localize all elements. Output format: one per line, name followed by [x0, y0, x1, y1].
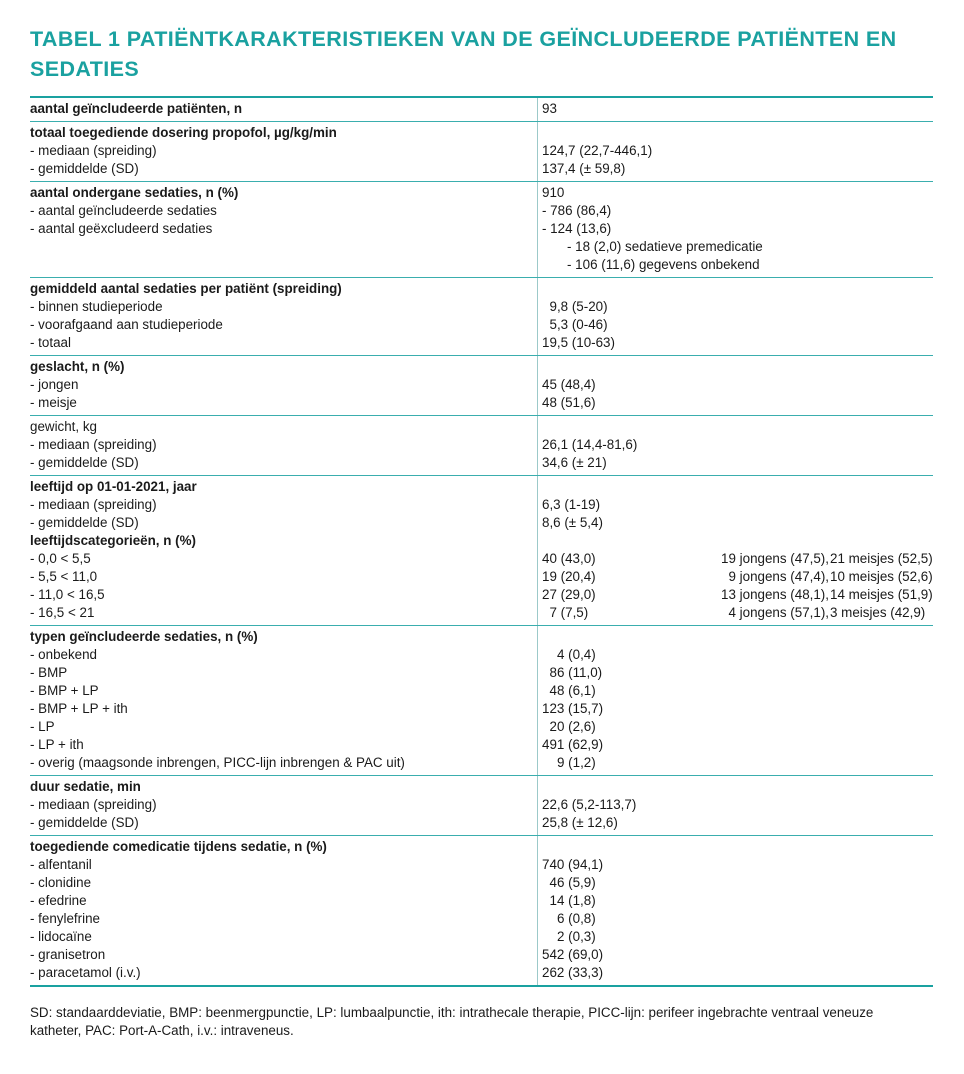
row-label: - clonidine [30, 875, 92, 890]
row-value: 27 (29,0) [542, 587, 596, 602]
row-value: 124,7 (22,7-446,1) [542, 143, 653, 158]
row-label: - gemiddelde (SD) [30, 455, 139, 470]
row-value: 9 (1,2) [557, 755, 596, 770]
table-row [30, 646, 933, 664]
row-label: - granisetron [30, 947, 106, 962]
table-row [30, 316, 933, 334]
row-label: - gemiddelde (SD) [30, 161, 139, 176]
row-label: - gemiddelde (SD) [30, 815, 139, 830]
table-row [30, 418, 933, 436]
row-label: - 0,0 < 5,5 [30, 551, 91, 566]
table-row [30, 202, 933, 220]
table-row [30, 814, 933, 832]
row-value: 26,1 (14,4-81,6) [542, 437, 638, 452]
table-section [30, 626, 933, 776]
row-label: - meisje [30, 395, 77, 410]
row-label: - BMP + LP + ith [30, 701, 128, 716]
row-label: - mediaan (spreiding) [30, 143, 157, 158]
table-row [30, 604, 933, 622]
table-row [30, 736, 933, 754]
row-subdetail: - 106 (11,6) gegevens onbekend [567, 257, 760, 272]
table-row [30, 664, 933, 682]
row-value: 86 (11,0) [549, 665, 603, 680]
row-label: gewicht, kg [30, 419, 97, 434]
row-subdetail: - 18 (2,0) sedatieve premedicatie [567, 239, 763, 254]
row-label: - efedrine [30, 893, 87, 908]
row-label: - totaal [30, 335, 71, 350]
table-row [30, 550, 933, 568]
table-row [30, 718, 933, 736]
table-row [30, 628, 933, 646]
row-value: 34,6 (± 21) [542, 455, 607, 470]
table-row [30, 238, 933, 256]
table-row [30, 514, 933, 532]
row-value: 542 (69,0) [542, 947, 604, 962]
row-label: aantal ondergane sedaties, n (%) [30, 185, 239, 200]
table-row [30, 394, 933, 412]
table-section [30, 776, 933, 836]
row-value: 123 (15,7) [542, 701, 604, 716]
row-value: 4 (0,4) [557, 647, 596, 662]
row-value: 93 [542, 101, 557, 116]
row-label: - 16,5 < 21 [30, 605, 95, 620]
row-value: 25,8 (± 12,6) [542, 815, 618, 830]
row-label: - BMP [30, 665, 68, 680]
table-row [30, 376, 933, 394]
row-value: 137,4 (± 59,8) [542, 161, 626, 176]
row-label: - mediaan (spreiding) [30, 437, 157, 452]
table-row [30, 910, 933, 928]
row-label: - onbekend [30, 647, 98, 662]
row-value: 5,3 (0-46) [549, 317, 608, 332]
table-row [30, 436, 933, 454]
row-value: 40 (43,0) [542, 551, 596, 566]
girls-count: 14 meisjes (51,9) [830, 587, 933, 602]
table-section [30, 98, 933, 122]
table-row [30, 928, 933, 946]
row-value: 7 (7,5) [549, 605, 589, 620]
row-value: - 124 (13,6) [542, 221, 612, 236]
row-label: leeftijd op 01-01-2021, jaar [30, 479, 197, 494]
table-row [30, 838, 933, 856]
row-label: - jongen [30, 377, 79, 392]
table-section [30, 416, 933, 476]
table-row [30, 334, 933, 352]
girls-count: 10 meisjes (52,6) [830, 569, 933, 584]
row-label: - aantal geëxcludeerd sedaties [30, 221, 213, 236]
row-value: 8,6 (± 5,4) [542, 515, 603, 530]
row-label: - overig (maagsonde inbrengen, PICC-lijn inbrengen & PAC uit) [30, 755, 405, 770]
row-value: 48 (6,1) [549, 683, 596, 698]
table-row [30, 856, 933, 874]
table-row [30, 454, 933, 472]
table-row [30, 142, 933, 160]
row-label: - aantal geïncludeerde sedaties [30, 203, 217, 218]
boys-count: 19 jongens (47,5), [721, 551, 829, 566]
table-row [30, 160, 933, 178]
table-row [30, 586, 933, 604]
row-value: 2 (0,3) [557, 929, 596, 944]
row-value: 46 (5,9) [549, 875, 596, 890]
table-section [30, 278, 933, 356]
row-value: 6,3 (1-19) [542, 497, 601, 512]
table-row [30, 256, 933, 274]
row-value: 20 (2,6) [549, 719, 596, 734]
table-row [30, 298, 933, 316]
boys-count: 4 jongens (57,1), [728, 605, 829, 620]
table-row [30, 496, 933, 514]
table-row [30, 778, 933, 796]
row-value: 9,8 (5-20) [549, 299, 608, 314]
row-value: 22,6 (5,2-113,7) [542, 797, 637, 812]
row-label: - 5,5 < 11,0 [30, 569, 98, 584]
row-label: toegediende comedicatie tijdens sedatie, n (%) [30, 839, 327, 854]
girls-count: 3 meisjes (42,9) [830, 605, 926, 620]
table-row [30, 124, 933, 142]
row-label: - gemiddelde (SD) [30, 515, 139, 530]
table-row [30, 796, 933, 814]
table-row [30, 100, 933, 118]
row-label: gemiddeld aantal sedaties per patiënt (spreiding) [30, 281, 342, 296]
row-value: 910 [542, 185, 565, 200]
table-row [30, 532, 933, 550]
row-label: - fenylefrine [30, 911, 100, 926]
table-row [30, 946, 933, 964]
footnote: SD: standaarddeviatie, BMP: beenmergpunctie, LP: lumbaalpunctie, ith: intrathecale therapie, PICC-lijn: perifeer ingebrachte ventraal veneuze katheter, PAC: Port-A-Cath, i.v.: intraveneus. [30, 1005, 874, 1038]
table-row [30, 280, 933, 298]
row-value: 14 (1,8) [549, 893, 596, 908]
row-label: typen geïncludeerde sedaties, n (%) [30, 629, 258, 644]
table-row [30, 964, 933, 982]
table-section [30, 122, 933, 182]
row-value: 48 (51,6) [542, 395, 596, 410]
row-value: 19,5 (10-63) [542, 335, 615, 350]
table-row [30, 700, 933, 718]
row-label: geslacht, n (%) [30, 359, 125, 374]
row-label: - LP [30, 719, 55, 734]
table-section [30, 476, 933, 626]
table-row [30, 682, 933, 700]
row-label: - 11,0 < 16,5 [30, 587, 105, 602]
table-row [30, 568, 933, 586]
data-table [30, 96, 933, 987]
row-value: 19 (20,4) [542, 569, 596, 584]
table-row [30, 874, 933, 892]
boys-count: 9 jongens (47,4), [728, 569, 829, 584]
row-value: 262 (33,3) [542, 965, 604, 980]
row-label: - mediaan (spreiding) [30, 797, 157, 812]
row-value: 45 (48,4) [542, 377, 596, 392]
row-label: aantal geïncludeerde patiënten, n [30, 101, 243, 116]
boys-count: 13 jongens (48,1), [721, 587, 829, 602]
table-section [30, 182, 933, 278]
row-label: - mediaan (spreiding) [30, 497, 157, 512]
row-label: duur sedatie, min [30, 779, 141, 794]
table-section [30, 836, 933, 987]
table-row [30, 184, 933, 202]
row-label: leeftijdscategorieën, n (%) [30, 533, 196, 548]
row-label: totaal toegediende dosering propofol, µg/kg/min [30, 125, 337, 140]
table-title: TABEL 1 PATIËNTKARAKTERISTIEKEN VAN DE GEÏNCLUDEERDE PATIËNTEN EN SEDATIES [30, 27, 897, 81]
girls-count: 21 meisjes (52,5) [830, 551, 933, 566]
row-label: - alfentanil [30, 857, 92, 872]
table-row [30, 892, 933, 910]
row-label: - voorafgaand aan studieperiode [30, 317, 223, 332]
table-row [30, 478, 933, 496]
row-value: 6 (0,8) [557, 911, 596, 926]
row-label: - lidocaïne [30, 929, 92, 944]
row-label: - LP + ith [30, 737, 84, 752]
row-value: 491 (62,9) [542, 737, 604, 752]
row-label: - paracetamol (i.v.) [30, 965, 141, 980]
row-label: - binnen studieperiode [30, 299, 163, 314]
table-row [30, 358, 933, 376]
row-value: - 786 (86,4) [542, 203, 612, 218]
row-label: - BMP + LP [30, 683, 99, 698]
row-value: 740 (94,1) [542, 857, 604, 872]
table-row [30, 754, 933, 772]
table-section [30, 356, 933, 416]
table-row [30, 220, 933, 238]
